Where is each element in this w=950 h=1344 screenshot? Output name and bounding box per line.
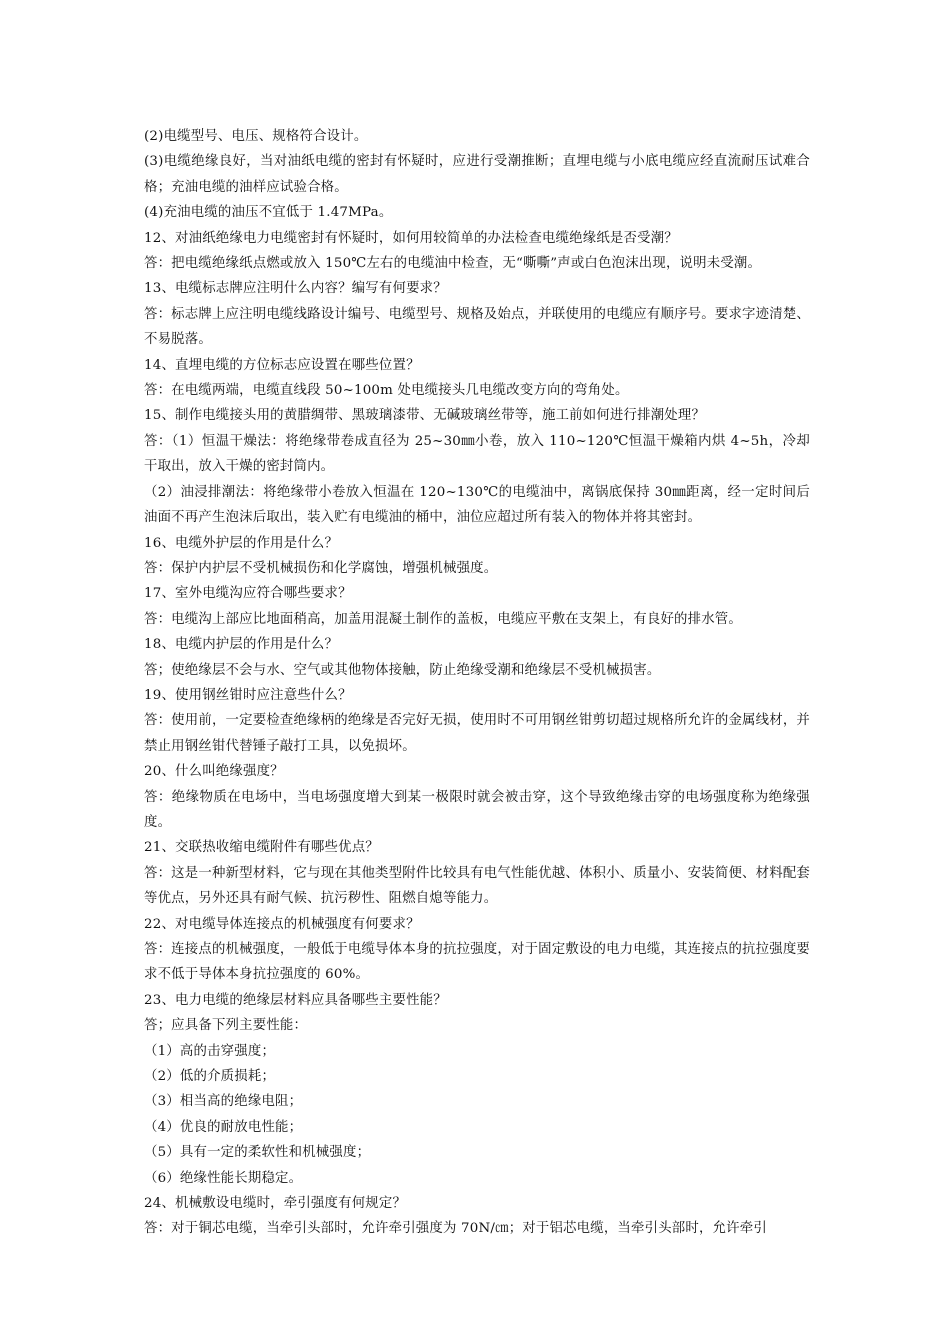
question-heading: 21、交联热收缩电缆附件有哪些优点？ (144, 840, 379, 856)
list-item: （2）低的介质损耗； (144, 1069, 276, 1085)
answer-text: 答：在电缆两端，电缆直线段 50~100m 处电缆接头几电缆改变方向的弯角处。 (144, 383, 629, 399)
question-heading: 20、什么叫绝缘强度？ (144, 764, 284, 780)
question-heading: 15、制作电缆接头用的黄腊绸带、黑玻璃漆带、无碱玻璃丝带等，施工前如何进行排潮处理？ (144, 408, 706, 424)
answer-text: 答：电缆沟上部应比地面稍高，加盖用混凝土制作的盖板，电缆应平敷在支架上，有良好的排水管。 (144, 611, 742, 627)
answer-text: 答：这是一种新型材料，它与现在其他类型附件比较具有电气性能优越、体积小、质量小、安装简便、材料配套等优点，另外还具有耐气候、抗污秽性、阻燃自熄等能力。 (144, 865, 810, 907)
answer-text: （2）油浸排潮法：将绝缘带小卷放入恒温在 120~130℃的电缆油中，离锅底保持 30㎜距离，经一定时间后油面不再产生泡沫后取出，装入贮有电缆油的桶中，油位应超过所有装入的物体并将其密封。 (144, 484, 810, 526)
answer-text: 答：对于铜芯电缆，当牵引头部时，允许牵引强度为 70N/㎝；对于铝芯电缆，当牵引头部时，允许牵引 (144, 1221, 767, 1237)
question-heading: 24、机械敷设电缆时，牵引强度有何规定？ (144, 1196, 407, 1212)
answer-text: 答；使绝缘层不会与水、空气或其他物体接触，防止绝缘受潮和绝缘层不受机械损害。 (144, 662, 661, 678)
list-item: （1）高的击穿强度； (144, 1043, 276, 1059)
question-heading: 16、电缆外护层的作用是什么？ (144, 535, 339, 551)
text-line: (4)充油电缆的油压不宜低于 1.47MPa。 (144, 205, 393, 221)
answer-text: 答：把电缆绝缘纸点燃或放入 150℃左右的电缆油中检查，无“嘶嘶”声或白色泡沫出现，说明未受潮。 (144, 256, 762, 272)
text-line: (2)电缆型号、电压、规格符合设计。 (144, 129, 368, 144)
list-item: （6）绝缘性能长期稳定。 (144, 1170, 303, 1186)
list-item: （4）优良的耐放电性能； (144, 1119, 303, 1135)
question-heading: 22、对电缆导体连接点的机械强度有何要求？ (144, 916, 420, 932)
list-item: （3）相当高的绝缘电阻； (144, 1094, 303, 1110)
text-paragraph: (3)电缆绝缘良好，当对油纸电缆的密封有怀疑时，应进行受潮推断；直埋电缆与小底电缆应经直流耐压试难合格；充油电缆的油样应试验合格。 (144, 154, 810, 195)
document-body (144, 124, 810, 1242)
question-heading: 17、室外电缆沟应符合哪些要求？ (144, 586, 352, 602)
answer-text: 答：标志牌上应注明电缆线路设计编号、电缆型号、规格及始点，并联使用的电缆应有顺序号。要求字迹清楚、不易脱落。 (144, 306, 810, 348)
question-heading: 19、使用钢丝钳时应注意些什么？ (144, 687, 352, 703)
list-item: （5）具有一定的柔软性和机械强度； (144, 1145, 371, 1161)
answer-text: 答：（1）恒温干燥法：将绝缘带卷成直径为 25~30㎜小卷，放入 110~120℃恒温干燥箱内烘 4~5h，冷却干取出，放入干燥的密封筒内。 (144, 433, 810, 475)
answer-text: 答：保护内护层不受机械损伤和化学腐蚀，增强机械强度。 (144, 560, 498, 576)
answer-text: 答；应具备下列主要性能： (144, 1018, 308, 1034)
question-heading: 23、电力电缆的绝缘层材料应具备哪些主要性能？ (144, 992, 447, 1008)
question-heading: 13、电缆标志牌应注明什么内容？编写有何要求？ (144, 281, 447, 297)
answer-text: 答：连接点的机械强度，一般低于电缆导体本身的抗拉强度，对于固定敷设的电力电缆，其连接点的抗拉强度要求不低于导体本身抗拉强度的 60%。 (144, 942, 810, 983)
question-heading: 18、电缆内护层的作用是什么？ (144, 637, 339, 653)
answer-text: 答：绝缘物质在电场中，当电场强度增大到某一极限时就会被击穿，这个导致绝缘击穿的电场强度称为绝缘强度。 (144, 789, 810, 830)
answer-text: 答：使用前，一定要检查绝缘柄的绝缘是否完好无损，使用时不可用钢丝钳剪切超过规格所允许的金属线材，并禁止用钢丝钳代替锤子敲打工具，以免损坏。 (144, 713, 810, 754)
question-heading: 14、直埋电缆的方位标志应设置在哪些位置？ (144, 357, 420, 373)
question-heading: 12、对油纸绝缘电力电缆密封有怀疑时，如何用较简单的办法检查电缆绝缘纸是否受潮？ (144, 230, 678, 246)
